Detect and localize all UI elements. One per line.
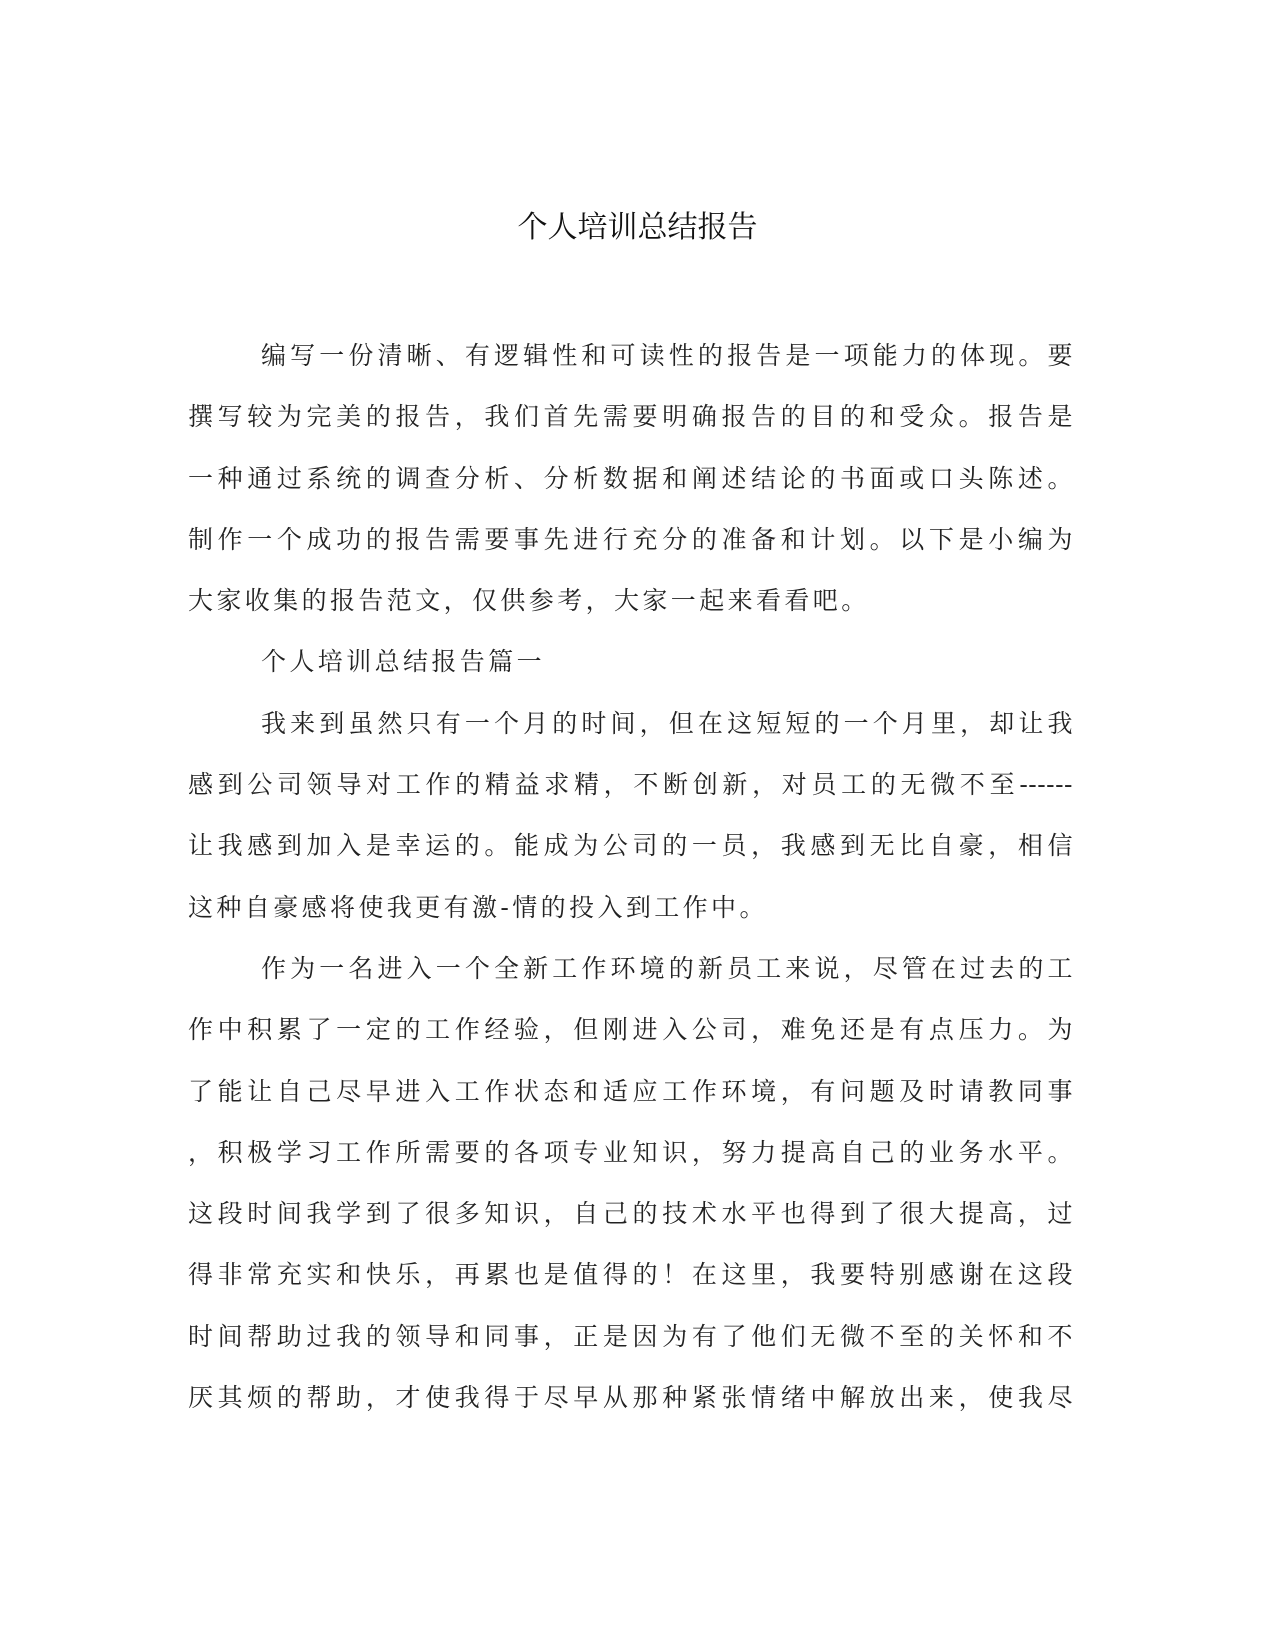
- text-line: 得非常充实和快乐，再累也是值得的！在这里，我要特别感谢在这段: [188, 1260, 1073, 1290]
- text-line: 作为一名进入一个全新工作环境的新员工来说，尽管在过去的工: [261, 953, 1073, 983]
- text-line: ，积极学习工作所需要的各项专业知识，努力提高自己的业务水平。: [188, 1137, 1073, 1167]
- text-line: 时间帮助过我的领导和同事，正是因为有了他们无微不至的关怀和不: [188, 1321, 1073, 1351]
- text-line: 了能让自己尽早进入工作状态和适应工作环境，有问题及时请教同事: [188, 1076, 1073, 1106]
- text-line: 大家收集的报告范文，仅供参考，大家一起来看看吧。: [188, 586, 870, 616]
- text-line: 这段时间我学到了很多知识，自己的技术水平也得到了很大提高，过: [188, 1199, 1073, 1229]
- text-line: 作中积累了一定的工作经验，但刚进入公司，难免还是有点压力。为: [188, 1015, 1073, 1045]
- text-line: 编写一份清晰、有逻辑性和可读性的报告是一项能力的体现。要: [261, 341, 1073, 370]
- text-line: 这种自豪感将使我更有激-情的投入到工作中。: [188, 892, 768, 922]
- text-line: 一种通过系统的调查分析、分析数据和阐述结论的书面或口头陈述。: [188, 463, 1073, 493]
- text-line: 个人培训总结报告篇一: [261, 647, 546, 677]
- text-line: 厌其烦的帮助，才使我得于尽早从那种紧张情绪中解放出来，使我尽: [188, 1383, 1073, 1413]
- text-line: 我来到虽然只有一个月的时间，但在这短短的一个月里，却让我: [261, 708, 1073, 738]
- text-line: 感到公司领导对工作的精益求精，不断创新，对员工的无微不至------: [188, 770, 1073, 800]
- text-line: 制作一个成功的报告需要事先进行充分的准备和计划。以下是小编为: [188, 524, 1073, 554]
- text-line: 让我感到加入是幸运的。能成为公司的一员，我感到无比自豪，相信: [188, 831, 1073, 861]
- document-title: 个人培训总结报告: [517, 210, 758, 245]
- document-body: [188, 325, 1073, 1428]
- text-line: 撰写较为完美的报告，我们首先需要明确报告的目的和受众。报告是: [188, 402, 1073, 432]
